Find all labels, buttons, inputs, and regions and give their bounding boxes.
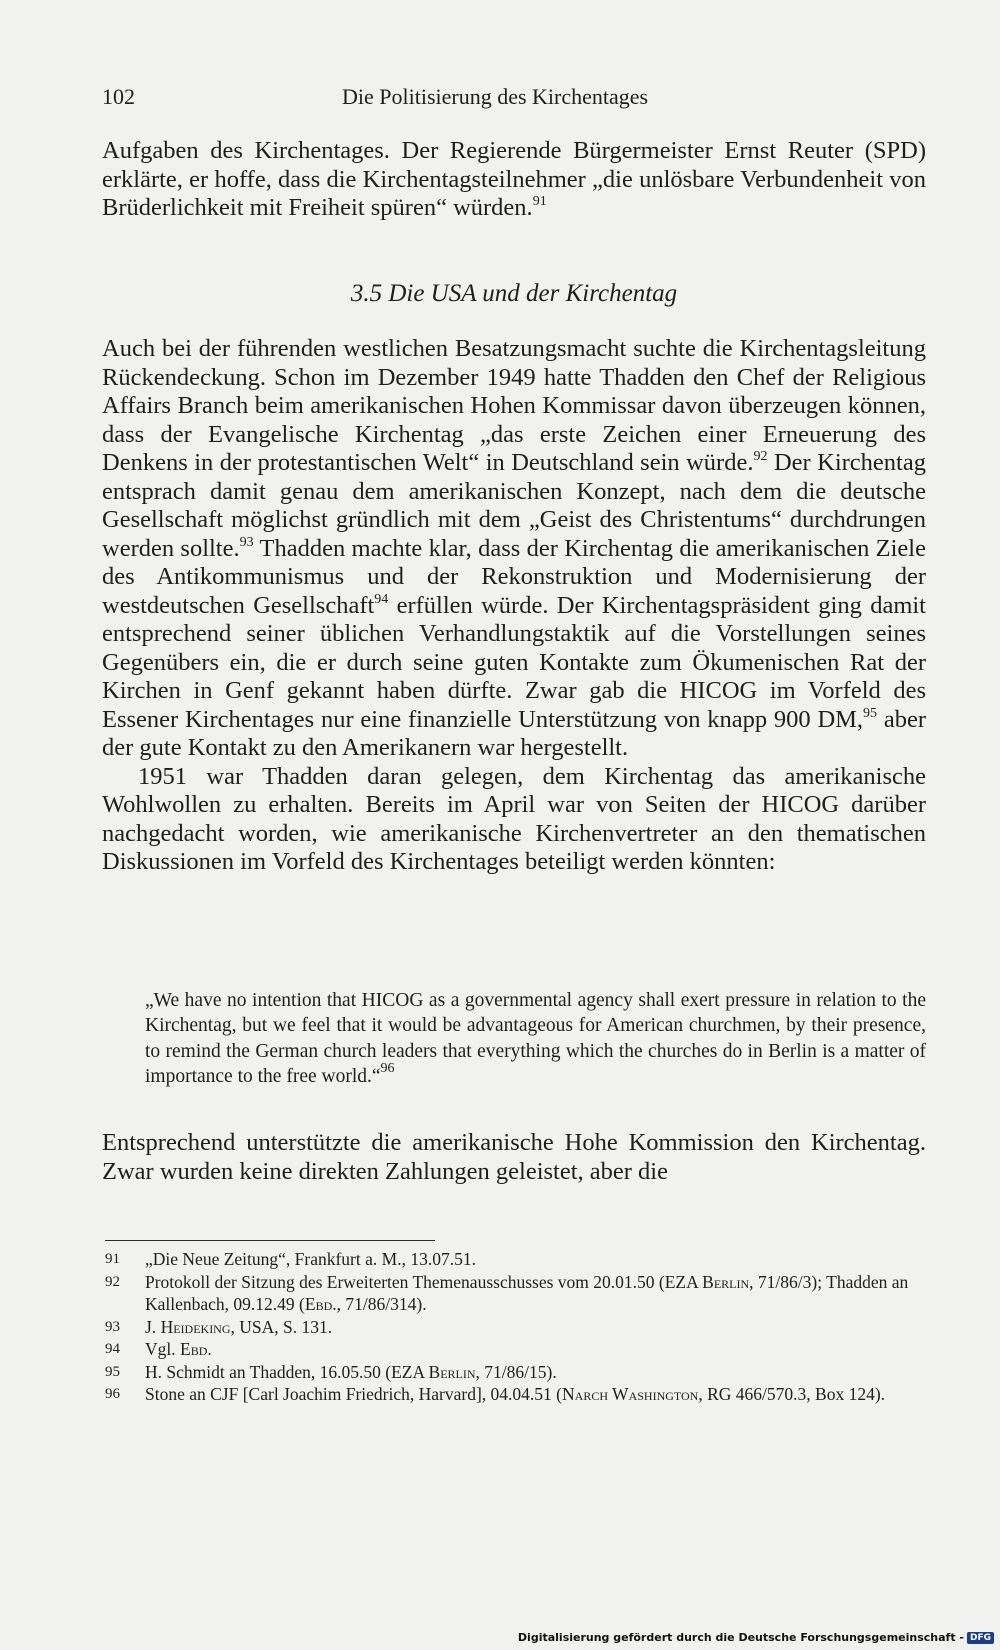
footnote-text: . (207, 1339, 212, 1359)
footnote-ref[interactable]: 91 (532, 194, 547, 209)
footnote-text: Stone an CJF [Carl Joachim Friedrich, Harvard], 04.04.51 ( (145, 1384, 563, 1404)
footnote-ref[interactable]: 94 (374, 591, 389, 607)
paragraph-text: Aufgaben des Kirchentages. Der Regierende Bürgermeister Ernst Reuter (SPD) erklärte, er hoffe, dass die Kirchentagsteilnehmer „die unlösbare Verbundenheit von Brüderlichkeit mit Freiheit spüren“ würden. (102, 137, 926, 221)
paragraph-usa (102, 335, 926, 877)
paragraph-intro (102, 137, 926, 223)
footnote-number: 94 (105, 1341, 120, 1357)
footnote-number: 93 (105, 1318, 120, 1335)
footnote-text: , 71/86/3); Thadden an Kallenbach, 09.12.49 ( (145, 1271, 909, 1314)
paragraph-text: aber der gute Kontakt zu den Amerikanern war hergestellt. (102, 705, 926, 761)
paragraph-text: Entsprechend unterstützte die amerikanische Hohe Kommission den Kirchentag. Zwar wurden keine direkten Zahlungen geleistet, aber die (102, 1129, 926, 1185)
footnote-text: „Die Neue Zeitung“, Frankfurt a. M., 13.07.51. (145, 1249, 476, 1269)
footnote-text: ., 71/86/314). (332, 1294, 427, 1314)
footnote-ref[interactable]: 93 (239, 534, 254, 550)
footnote (105, 1338, 926, 1361)
footnote-ref[interactable]: 92 (753, 449, 768, 464)
footnote-ibid: Ebd (180, 1339, 208, 1359)
paragraph-support (102, 1129, 926, 1186)
footnote (105, 1383, 926, 1406)
footnote-text: , USA, S. 131. (230, 1316, 333, 1337)
footnote-archive: Berlin (428, 1361, 476, 1382)
footnote (105, 1271, 926, 1316)
footnote-ref[interactable]: 96 (380, 1060, 395, 1076)
footnote-ibid: Ebd (304, 1294, 333, 1314)
paragraph-text: Thadden machte klar, dass der Kirchentag die amerikanischen Ziele des Antikommunismus und der Rekonstruktion und Modernisierung der westdeutschen Gesellschaft (102, 534, 926, 619)
footnote-number: 95 (105, 1363, 120, 1380)
footnote-text: , 71/86/15). (475, 1361, 557, 1382)
footnote-author: Heideking (160, 1316, 231, 1337)
footnote-text: Protokoll der Sitzung des Erweiterten Themenausschusses vom 20.01.50 (EZA (145, 1271, 703, 1292)
footnote-ref[interactable]: 95 (863, 705, 878, 721)
footnote-text: J. (145, 1316, 161, 1337)
paragraph-text: Der Kirchentag entsprach damit genau dem amerikanischen Konzept, nach dem die deutsche Gesellschaft möglichst gründlich mit dem „Geist des Christentums“ durchdrungen werden sollte. (102, 449, 926, 562)
digitization-credit (518, 1631, 994, 1644)
credit-text: Digitalisierung gefördert durch die Deutsche Forschungsgemeinschaft - (517, 1631, 964, 1644)
running-title: Die Politisierung des Kirchentages (342, 84, 649, 109)
dfg-logo: DFG (967, 1632, 994, 1644)
footnote-archive: Berlin (702, 1271, 750, 1292)
footnotes (105, 1248, 926, 1406)
footnote-text: H. Schmidt an Thadden, 16.05.50 (EZA (145, 1361, 429, 1382)
paragraph-text: Auch bei der führenden westlichen Besatzungsmacht suchte die Kirchentagsleitung Rückendeckung. Schon im Dezember 1949 hatte Thadden den Chef der Religious Affairs Branch beim amerikanischen Hohen Kommissar davon überzeugen können, dass der Evangelische Kirchentag „das erste Zeichen einer Erneuerung des Denkens in der protestantischen Welt“ in Deutschland sein würde. (102, 335, 926, 476)
footnote-number: 96 (105, 1386, 120, 1402)
footnote-number: 91 (105, 1251, 120, 1267)
running-header (102, 84, 926, 114)
footnote-archive: Narch Washington (562, 1384, 699, 1404)
footnote-text: , RG 466/570.3, Box 124). (698, 1384, 886, 1404)
page-number: 102 (102, 84, 135, 109)
block-quote (145, 988, 926, 1089)
paragraph-text: erfüllen würde. Der Kirchentagspräsident ging damit entsprechend seiner üblichen Verhandlungstaktik auf die Vorstellungen seines Gegenübers ein, die er durch seine guten Kontakte zum Ökumenischen Rat der Kirchen in Genf gekannt haben dürfte. Zwar gab die HICOG im Vorfeld des Essener Kirchentages nur eine finanzielle Unterstützung von knapp 900 DM, (102, 591, 926, 733)
section-heading: 3.5 Die USA und der Kirchentag (350, 280, 678, 307)
footnote-number: 92 (105, 1273, 120, 1290)
footnote (105, 1316, 926, 1339)
quote-text: „We have no intention that HICOG as a governmental agency shall exert pressure in relation to the Kirchentag, but we feel that it would be advantageous for American churchmen, by their presence, to remind the German church leaders that everything which the churches do in Berlin is a matter of importance to the free world.“ (145, 990, 926, 1087)
footnote (105, 1248, 926, 1271)
footnote-divider (105, 1240, 435, 1241)
paragraph-1951: 1951 war Thadden daran gelegen, dem Kirchentag das amerikanische Wohlwollen zu erhalten. Bereits im April war von Seiten der HICOG darüber nachgedacht worden, wie amerikanische Kirchenvertreter an den thematischen Diskussionen im Vorfeld des Kirchentages beteiligt werden könnten: (102, 762, 926, 875)
footnote (105, 1361, 926, 1384)
footnote-text: Vgl. (145, 1339, 180, 1359)
